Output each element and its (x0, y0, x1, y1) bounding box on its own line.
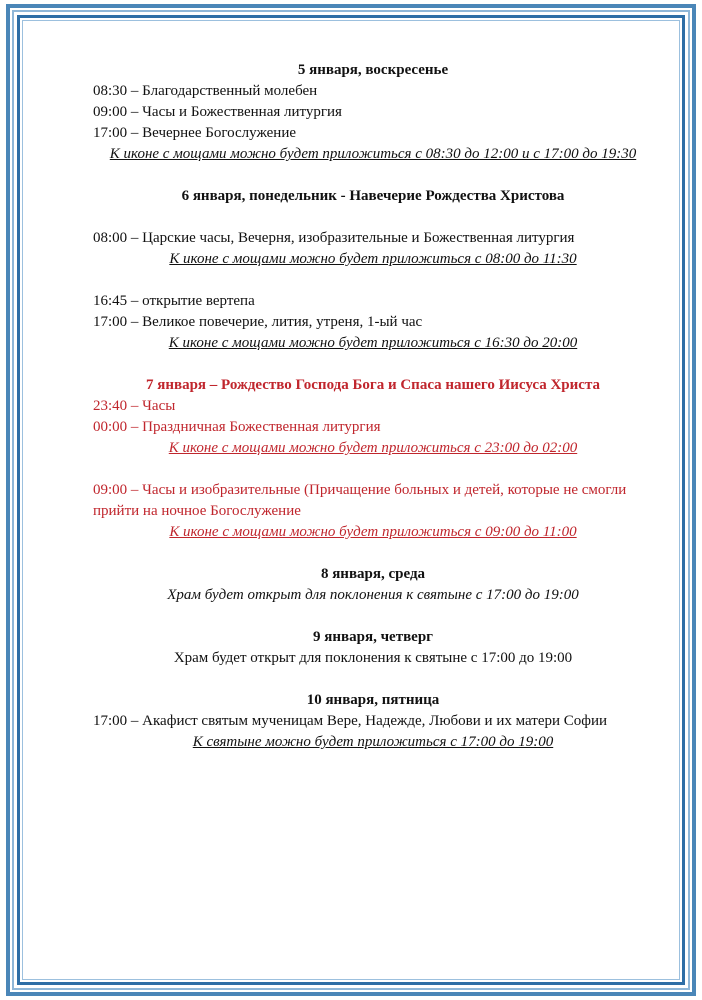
day-7-item-3: 09:00 – Часы и изобразительные (Причащение больных и детей, которые не смогли прийти на ночное Богослужение (93, 482, 627, 519)
day-7-item-2: 00:00 – Праздничная Божественная литургия (93, 419, 381, 435)
day-6-heading: 6 января, понедельник - Навечерие Рождества Христова (181, 188, 565, 204)
day-9-heading: 9 января, четверг (313, 629, 433, 645)
day-10-item-1: 17:00 – Акафист святым мученицам Вере, Надежде, Любови и их матери Софии (93, 713, 608, 729)
day-7-note-1: К иконе с мощами можно будет приложиться с 23:00 до 02:00 (168, 440, 578, 456)
day-6-item-2: 16:45 – открытие вертепа (93, 293, 255, 309)
day-7-section (93, 375, 653, 543)
day-10-heading: 10 января, пятница (306, 692, 440, 708)
day-5-section (93, 60, 653, 165)
day-6-note-2: К иконе с мощами можно будет приложиться с 16:30 до 20:00 (168, 335, 578, 351)
day-5-item-2: 09:00 – Часы и Божественная литургия (93, 104, 342, 120)
day-6-item-3: 17:00 – Великое повечерие, лития, утреня, 1-ый час (93, 314, 423, 330)
day-10-note: К святыне можно будет приложиться с 17:00 до 19:00 (192, 734, 554, 750)
day-8-text: Храм будет открыт для поклонения к святыне с 17:00 до 19:00 (167, 587, 579, 603)
day-7-heading: 7 января – Рождество Господа Бога и Спаса нашего Иисуса Христа (145, 377, 600, 393)
day-5-item-3: 17:00 – Вечернее Богослужение (93, 125, 296, 141)
day-8-section (93, 564, 653, 606)
day-9-text: Храм будет открыт для поклонения к святыне с 17:00 до 19:00 (173, 650, 573, 666)
day-6-item-1: 08:00 – Царские часы, Вечерня, изобразительные и Божественная литургия (93, 230, 575, 246)
day-5-item-1: 08:30 – Благодарственный молебен (93, 83, 318, 99)
day-8-heading: 8 января, среда (320, 566, 426, 582)
day-5-heading: 5 января, воскресенье (297, 62, 449, 78)
day-7-note-2: К иконе с мощами можно будет приложиться с 09:00 до 11:00 (169, 524, 577, 540)
day-6-section (93, 186, 653, 354)
day-10-section (93, 690, 653, 753)
schedule-document (93, 60, 653, 753)
day-9-section (93, 627, 653, 669)
day-5-note: К иконе с мощами можно будет приложиться с 08:30 до 12:00 и с 17:00 до 19:30 (109, 146, 637, 162)
day-7-item-1: 23:40 – Часы (93, 398, 176, 414)
day-6-note-1: К иконе с мощами можно будет приложиться с 08:00 до 11:30 (169, 251, 577, 267)
